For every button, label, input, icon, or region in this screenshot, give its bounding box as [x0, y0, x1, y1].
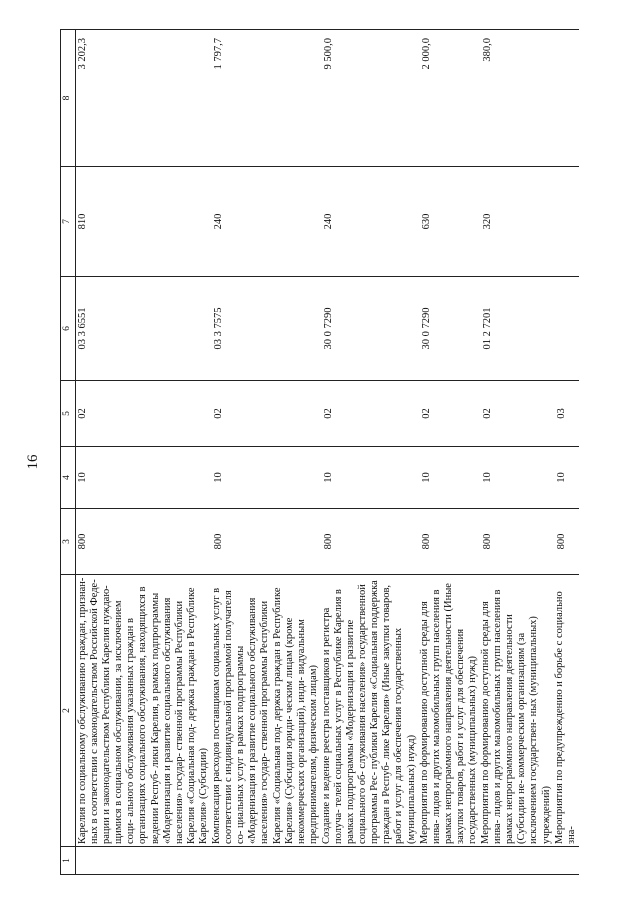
target-article-cell: 30 0 7290	[419, 277, 480, 381]
subsection-code-cell: 02	[76, 381, 212, 447]
target-article-cell: 03 3 7575	[211, 277, 321, 381]
amount-cell	[554, 30, 579, 167]
expense-type-cell	[554, 167, 579, 277]
subsection-code-cell: 02	[321, 381, 419, 447]
ministry-code-cell: 800	[76, 509, 212, 575]
target-article-cell: 30 0 7290	[321, 277, 419, 381]
ministry-code-cell: 800	[211, 509, 321, 575]
section-code-cell: 10	[321, 447, 419, 509]
column-header: 3	[61, 509, 76, 575]
page-number: 16	[25, 454, 41, 470]
row-index-cell	[76, 847, 212, 875]
ministry-code-cell: 800	[419, 509, 480, 575]
column-header: 2	[61, 575, 76, 847]
target-article-cell: 03 3 6551	[76, 277, 212, 381]
amount-cell: 380,0	[480, 30, 554, 167]
column-header: 5	[61, 381, 76, 447]
subsection-code-cell: 03	[554, 381, 579, 447]
row-index-cell	[480, 847, 554, 875]
expense-name-cell: Мероприятия по предупреждению и борьбе с социально зна-	[554, 575, 579, 847]
row-index-cell	[419, 847, 480, 875]
ministry-code-cell: 800	[554, 509, 579, 575]
column-header: 6	[61, 277, 76, 381]
row-index-cell	[554, 847, 579, 875]
section-code-cell: 10	[480, 447, 554, 509]
column-header: 1	[61, 847, 76, 875]
expense-type-cell: 240	[321, 167, 419, 277]
target-article-cell: 01 2 7201	[480, 277, 554, 381]
section-code-cell: 10	[76, 447, 212, 509]
subsection-code-cell: 02	[419, 381, 480, 447]
section-code-cell: 10	[211, 447, 321, 509]
column-header: 8	[61, 30, 76, 167]
target-article-cell	[554, 277, 579, 381]
table-row	[554, 30, 579, 875]
column-header: 4	[61, 447, 76, 509]
expense-type-cell: 320	[480, 167, 554, 277]
table-row	[76, 30, 212, 875]
ministry-code-cell: 800	[480, 509, 554, 575]
expense-name-cell: Компенсация расходов поставщикам социальных услуг в соответствии с индивидуальной программой получателя со- циальных услуг в рамках подпрограммы «Модернизация и развитие социального обслуживания населения» государ- ственной программы Республики Карелия «Социальная под- держка граждан в Республике Карелия» (Субсидии юриди- ческим лицам (кроме некоммерческих организаций), инди- видуальным предпринимателям, физическим лицам)	[211, 575, 321, 847]
expense-type-cell: 630	[419, 167, 480, 277]
amount-cell: 3 202,3	[76, 30, 212, 167]
row-index-cell	[211, 847, 321, 875]
table-row	[480, 30, 554, 875]
table-row	[321, 30, 419, 875]
table-row	[419, 30, 480, 875]
amount-cell: 9 500,0	[321, 30, 419, 167]
column-header: 7	[61, 167, 76, 277]
expense-type-cell: 240	[211, 167, 321, 277]
rotated-page-content	[60, 30, 620, 875]
expense-type-cell: 810	[76, 167, 212, 277]
amount-cell: 2 000,0	[419, 30, 480, 167]
ministry-code-cell: 800	[321, 509, 419, 575]
budget-table	[60, 29, 579, 875]
column-number-header	[61, 30, 76, 875]
subsection-code-cell: 02	[480, 381, 554, 447]
section-code-cell: 10	[419, 447, 480, 509]
expense-name-cell: Мероприятия по формированию доступной среды для инва- лидов и других маломобильных групп населения в рамках непрограммного направления деятельности (Иные закупки товаров, работ и услуг для обеспечения государственных (муниципальных) нужд)	[419, 575, 480, 847]
expense-name-cell: Создание и ведение реестра поставщиков и регистра получа- телей социальных услуг в Республике Карелия в рамках подпрограммы «Модернизация и развитие социального об- служивания населения» государственной программы Рес- публики Карелия «Социальная поддержка граждан в Респуб- лике Карелия» (Иные закупки товаров, работ и услуг для обеспечения государственных (муниципальных) нужд)	[321, 575, 419, 847]
subsection-code-cell: 02	[211, 381, 321, 447]
expense-name-cell: Мероприятия по формированию доступной среды для инва- лидов и других маломобильных групп населения в рамках непрограммного направления деятельности (Субсидии не- коммерческим организациям (за исключением государствен- ных (муниципальных) учреждений)	[480, 575, 554, 847]
row-index-cell	[321, 847, 419, 875]
expense-name-cell: Карелия по социальному обслуживанию граждан, признан- ных в соответствии с законодательством Российской Феде- рации и законодательством Республики Карелия нуждаю- щимися в социальном обслуживании, за исключением соци- ального обслуживания указанных граждан в организациях социального обслуживания, находящихся в ведении Респуб- лики Карелия, в рамках подпрограммы «Модернизация и развитие социального обслуживания населения» государ- ственной программы Республики Карелия «Социальная под- держка граждан в Республике Карелия» (Субсидии)	[76, 575, 212, 847]
amount-cell: 1 797,7	[211, 30, 321, 167]
table-row	[211, 30, 321, 875]
section-code-cell: 10	[554, 447, 579, 509]
